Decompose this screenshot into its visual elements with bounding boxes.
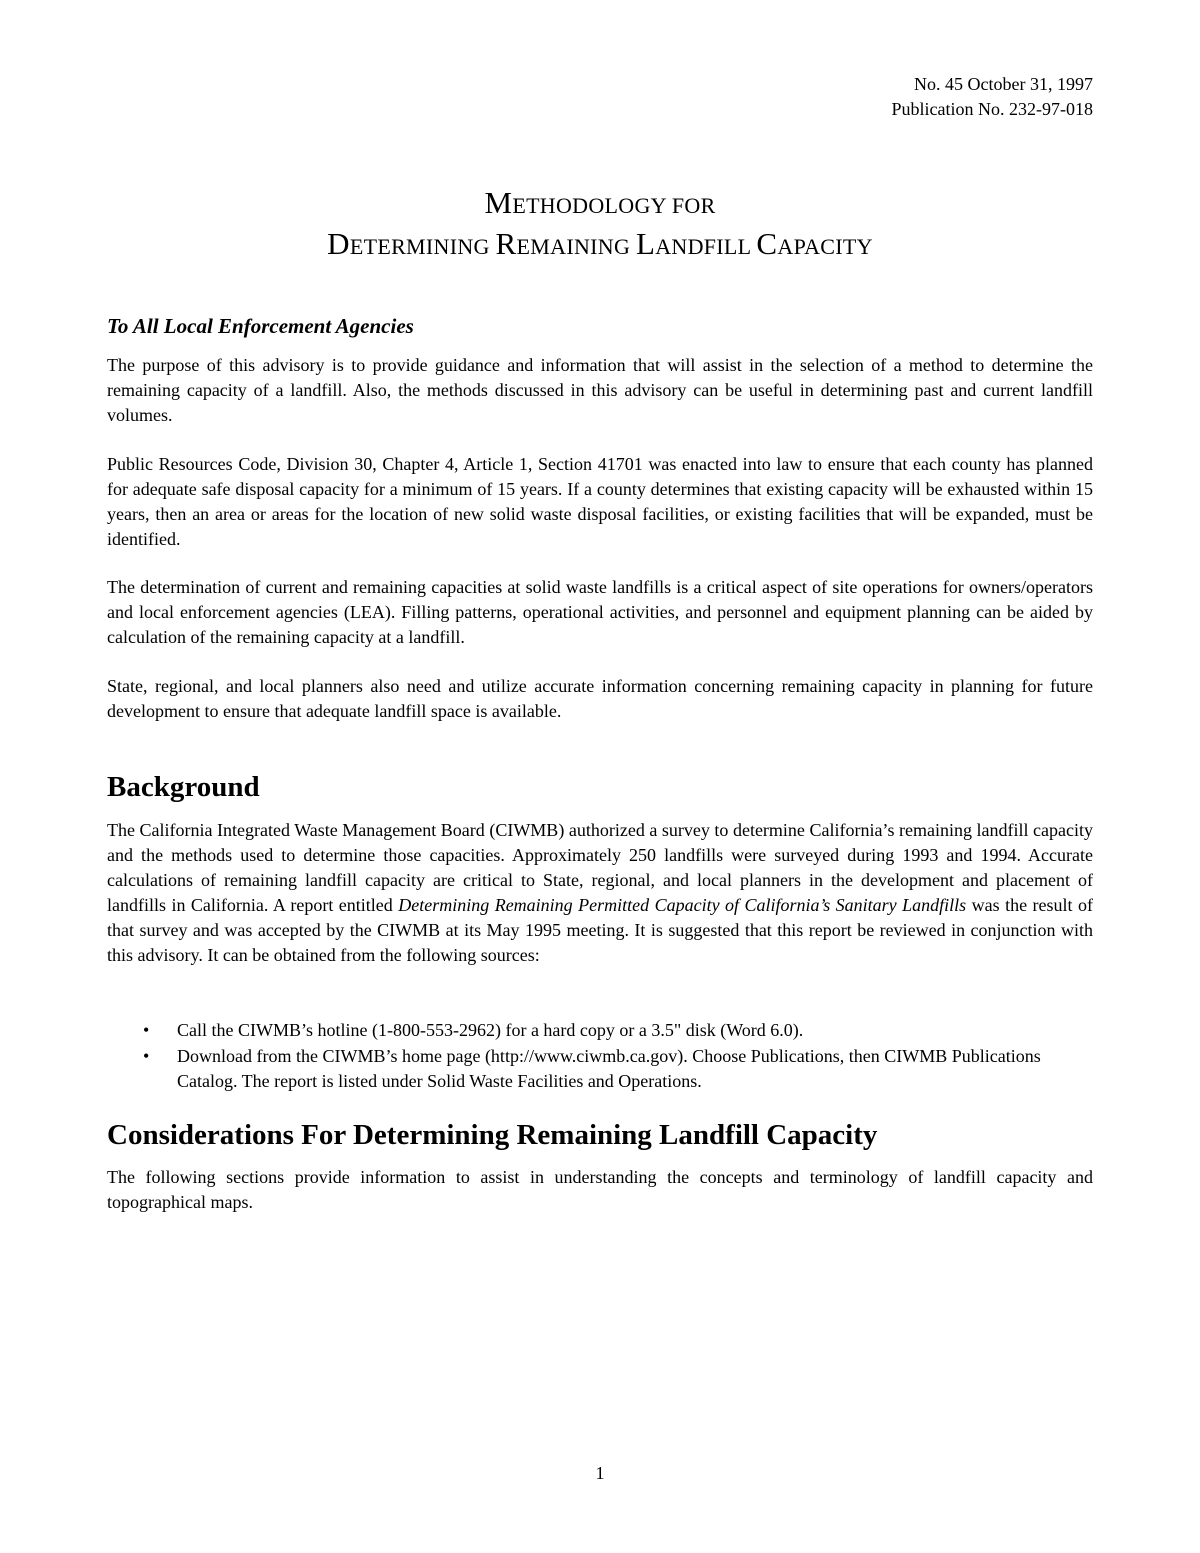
paragraph: State, regional, and local planners also need and utilize accurate information concerning remaining capacity in planning for future development to ensure that adequate landfill space is available. [107,676,1093,721]
list-item: • Download from the CIWMB’s home page (http://www.ciwmb.ca.gov). Choose Publications, then CIWMB Publications Catalog. The report is listed under Solid Waste Facilities and Operations. [143,1046,1041,1091]
publication-info [892,72,1093,122]
publication-number-line: Publication No. 232-97-018 [891,99,1093,119]
paragraph: The following sections provide information to assist in understanding the concepts and terminology of landfill capacity and topographical maps. [107,1167,1093,1212]
paragraph: Public Resources Code, Division 30, Chapter 4, Article 1, Section 41701 was enacted into law to ensure that each county has planned for adequate safe disposal capacity for a minimum of 15 years. If a county determines that existing capacity will be exhausted within 15 years, then an area or areas for the location of new solid waste disposal facilities, or existing facilities that will be expanded, must be identified. [107,454,1093,549]
considerations-paragraph [107,1165,1093,1215]
page-number: 1 [595,1463,605,1483]
intro-paragraph-4 [107,674,1093,724]
paragraph: The California Integrated Waste Management Board (CIWMB) authorized a survey to determine California’s remaining landfill capacity and the methods used to determine those capacities. Approximately 250 landfills were surveyed during 1993 and 1994. Accurate calculations of remaining landfill capacity are critical to State, regional, and local planners in the development and placement of landfills in California. A report entitled Determining Remaining Permitted Capacity of California’s Sanitary Landfills was the result of that survey and was accepted by the CIWMB at its May 1995 meeting. It is suggested that this report be reviewed in conjunction with this advisory. It can be obtained from the following sources: [107,820,1094,965]
issue-date-line: No. 45 October 31, 1997 [914,74,1093,94]
title-line-2: DETERMINING REMAINING LANDFILL CAPACITY [327,226,873,261]
report-title: Determining Remaining Permitted Capacity of California’s Sanitary Landfills [398,895,967,915]
audience-heading: To All Local Enforcement Agencies [107,314,414,338]
bullet-icon: • [143,1020,150,1040]
intro-paragraph-1 [107,353,1093,428]
intro-paragraph-3 [107,575,1093,650]
background-heading: Background [107,771,260,803]
considerations-heading: Considerations For Determining Remaining Landfill Capacity [107,1119,878,1151]
title-line-1: METHODOLOGY FOR [484,185,716,220]
source-list [107,1018,1093,1095]
paragraph: The determination of current and remaining capacities at solid waste landfills is a critical aspect of site operations for owners/operators and local enforcement agencies (LEA). Filling patterns, operational activities, and personnel and equipment planning can be aided by calculation of the remaining capacity at a landfill. [107,577,1093,647]
document-title [0,184,1200,266]
background-paragraph [107,818,1093,968]
bullet-icon: • [143,1046,150,1066]
intro-paragraph-2 [107,452,1093,552]
paragraph: The purpose of this advisory is to provide guidance and information that will assist in the selection of a method to determine the remaining capacity of a landfill. Also, the methods discussed in this advisory can be useful in determining past and current landfill volumes. [107,355,1093,425]
list-item: • Call the CIWMB’s hotline (1-800-553-2962) for a hard copy or a 3.5" disk (Word 6.0). [107,1018,1093,1043]
